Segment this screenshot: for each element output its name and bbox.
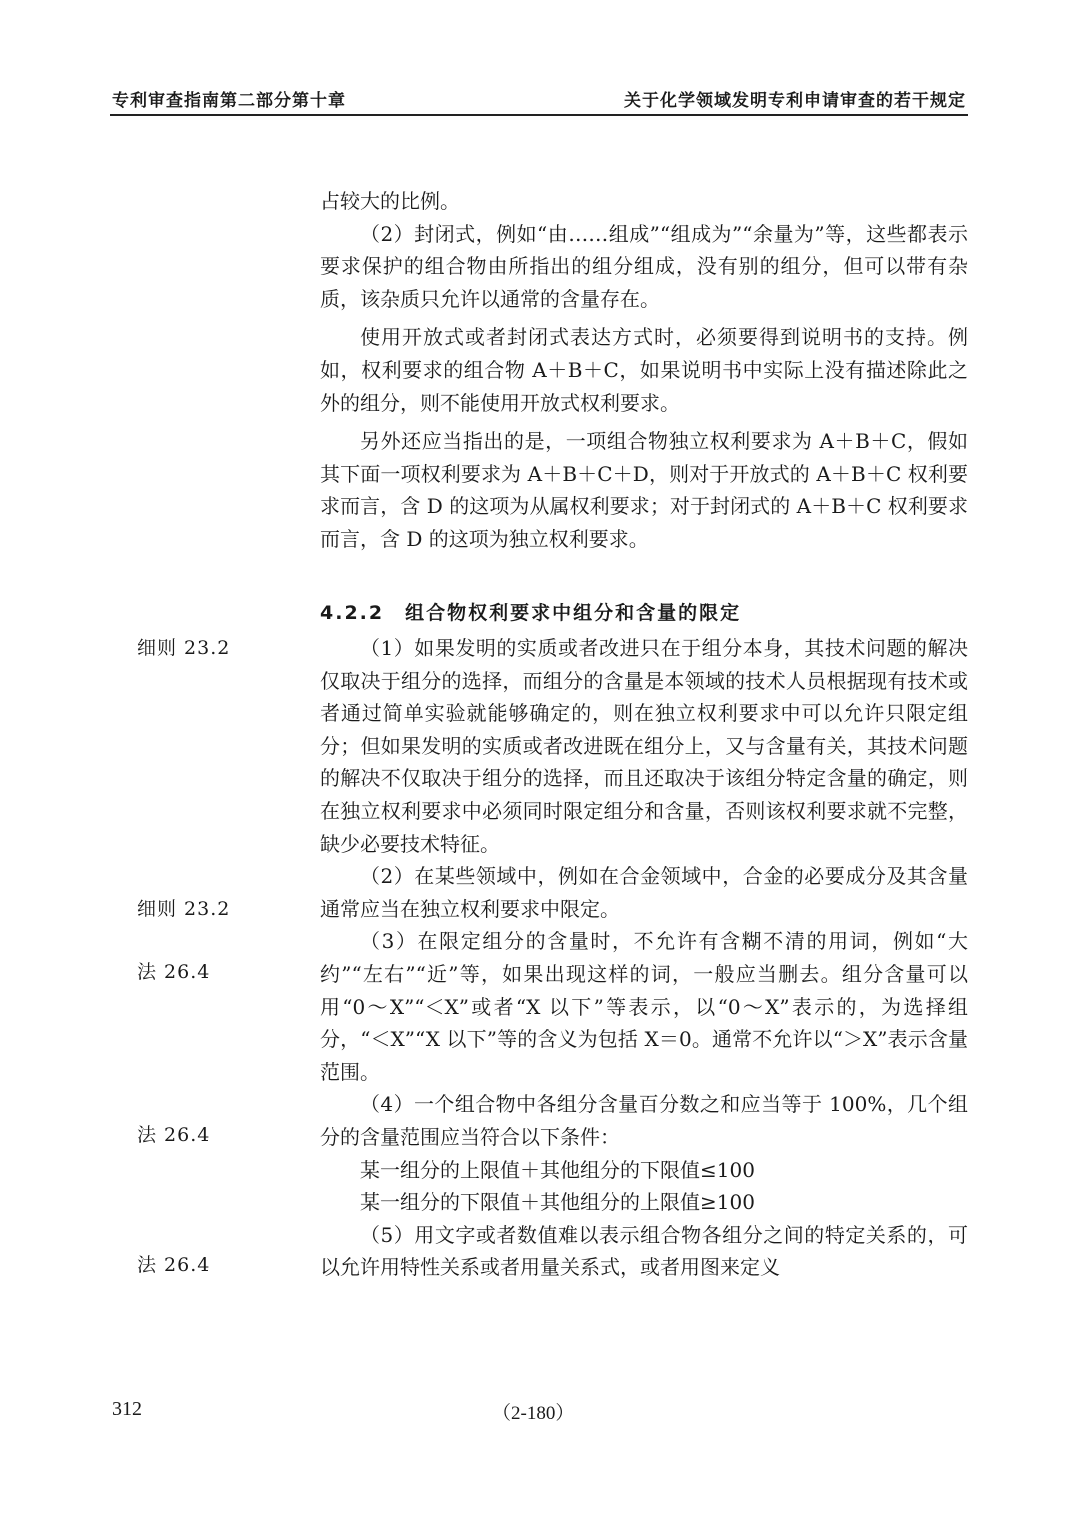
paragraph: 使用开放式或者封闭式表达方式时，必须要得到说明书的支持。例如，权利要求的组合物 A＋B＋C，如果说明书中实际上没有描述除此之外的组分，则不能使用开放式权利要求。 <box>320 325 968 415</box>
header-section-title: 关于化学领域发明专利申请审查的若干规定 <box>624 91 966 111</box>
condition-lower-limit: 某一组分的下限值＋其他组分的上限值≥100 <box>360 1190 755 1215</box>
paragraph-item-4: （4）一个组合物中各组分含量百分数之和应当等于 100%，几个组分的含量范围应当符合以下条件： <box>320 1092 968 1149</box>
header-chapter-title: 专利审查指南第二部分第十章 <box>112 91 346 111</box>
condition-upper-limit: 某一组分的上限值＋其他组分的下限值≤100 <box>360 1157 755 1182</box>
paragraph: 另外还应当指出的是，一项组合物独立权利要求为 A＋B＋C，假如其下面一项权利要求为 A＋B＋C＋D，则对于开放式的 A＋B＋C 权利要求而言，含 D 的这项为从属权利要求；对于封闭式的 A＋B＋C 权利要求而言，含 D 的这项为独立权利要求。 <box>320 429 968 551</box>
text-block-section-4-2-2 <box>320 632 968 1284</box>
paragraph-item-3: （3）在限定组分的含量时，不允许有含糊不清的用词，例如“大约”“左右”“近”等，如果出现这样的词，一般应当删去。组分含量可以用“0～X”“＜X”或者“X 以下”等表示，以“0～X”表示的，为选择组分，“＜X”“X 以下”等的含义为包括 X＝0。通常不允许以“＞X”表示含量范围。 <box>320 929 968 1084</box>
paragraph-item-1: （1）如果发明的实质或者改进只在于组分本身，其技术问题的解决仅取决于组分的选择，而组分的含量是本领域的技术人员根据现有技术或者通过简单实验就能够确定的，则在独立权利要求中可以允许只限定组分；但如果发明的实质或者改进既在组分上，又与含量有关，其技术问题的解决不仅取决于组分的选择，而且还取决于该组分特定含量的确定，则在独立权利要求中必须同时限定组分和含量，否则该权利要求就不完整，缺少必要技术特征。 <box>320 636 968 856</box>
page-number: 312 <box>112 1398 142 1420</box>
running-header <box>110 82 968 116</box>
margin-note-law-26-4: 法 26.4 <box>137 961 211 983</box>
paragraph-item-5: （5）用文字或者数值难以表示组合物各组分之间的特定关系的，可以允许用特性关系或者用量关系式，或者用图来定义 <box>320 1222 968 1280</box>
margin-note-rule-23-2: 细则 23.2 <box>137 637 231 659</box>
section-heading-4-2-2: 4.2.2 组合物权利要求中组分和含量的限定 <box>320 602 742 624</box>
paragraph-item-2: （2）在某些领域中，例如在合金领域中，合金的必要成分及其含量通常应当在独立权利要求中限定。 <box>320 864 968 921</box>
text-block-continuation <box>320 185 968 556</box>
margin-note-rule-23-2: 细则 23.2 <box>137 898 231 920</box>
section-page-code: （2-180） <box>492 1403 575 1424</box>
margin-note-law-26-4: 法 26.4 <box>137 1254 211 1276</box>
margin-note-law-26-4: 法 26.4 <box>137 1124 211 1146</box>
paragraph: 占较大的比例。 <box>320 189 460 213</box>
paragraph: （2）封闭式，例如“由……组成”“组成为”“余量为”等，这些都表示要求保护的组合物由所指出的组分组成，没有别的组分，但可以带有杂质，该杂质只允许以通常的含量存在。 <box>320 221 968 311</box>
